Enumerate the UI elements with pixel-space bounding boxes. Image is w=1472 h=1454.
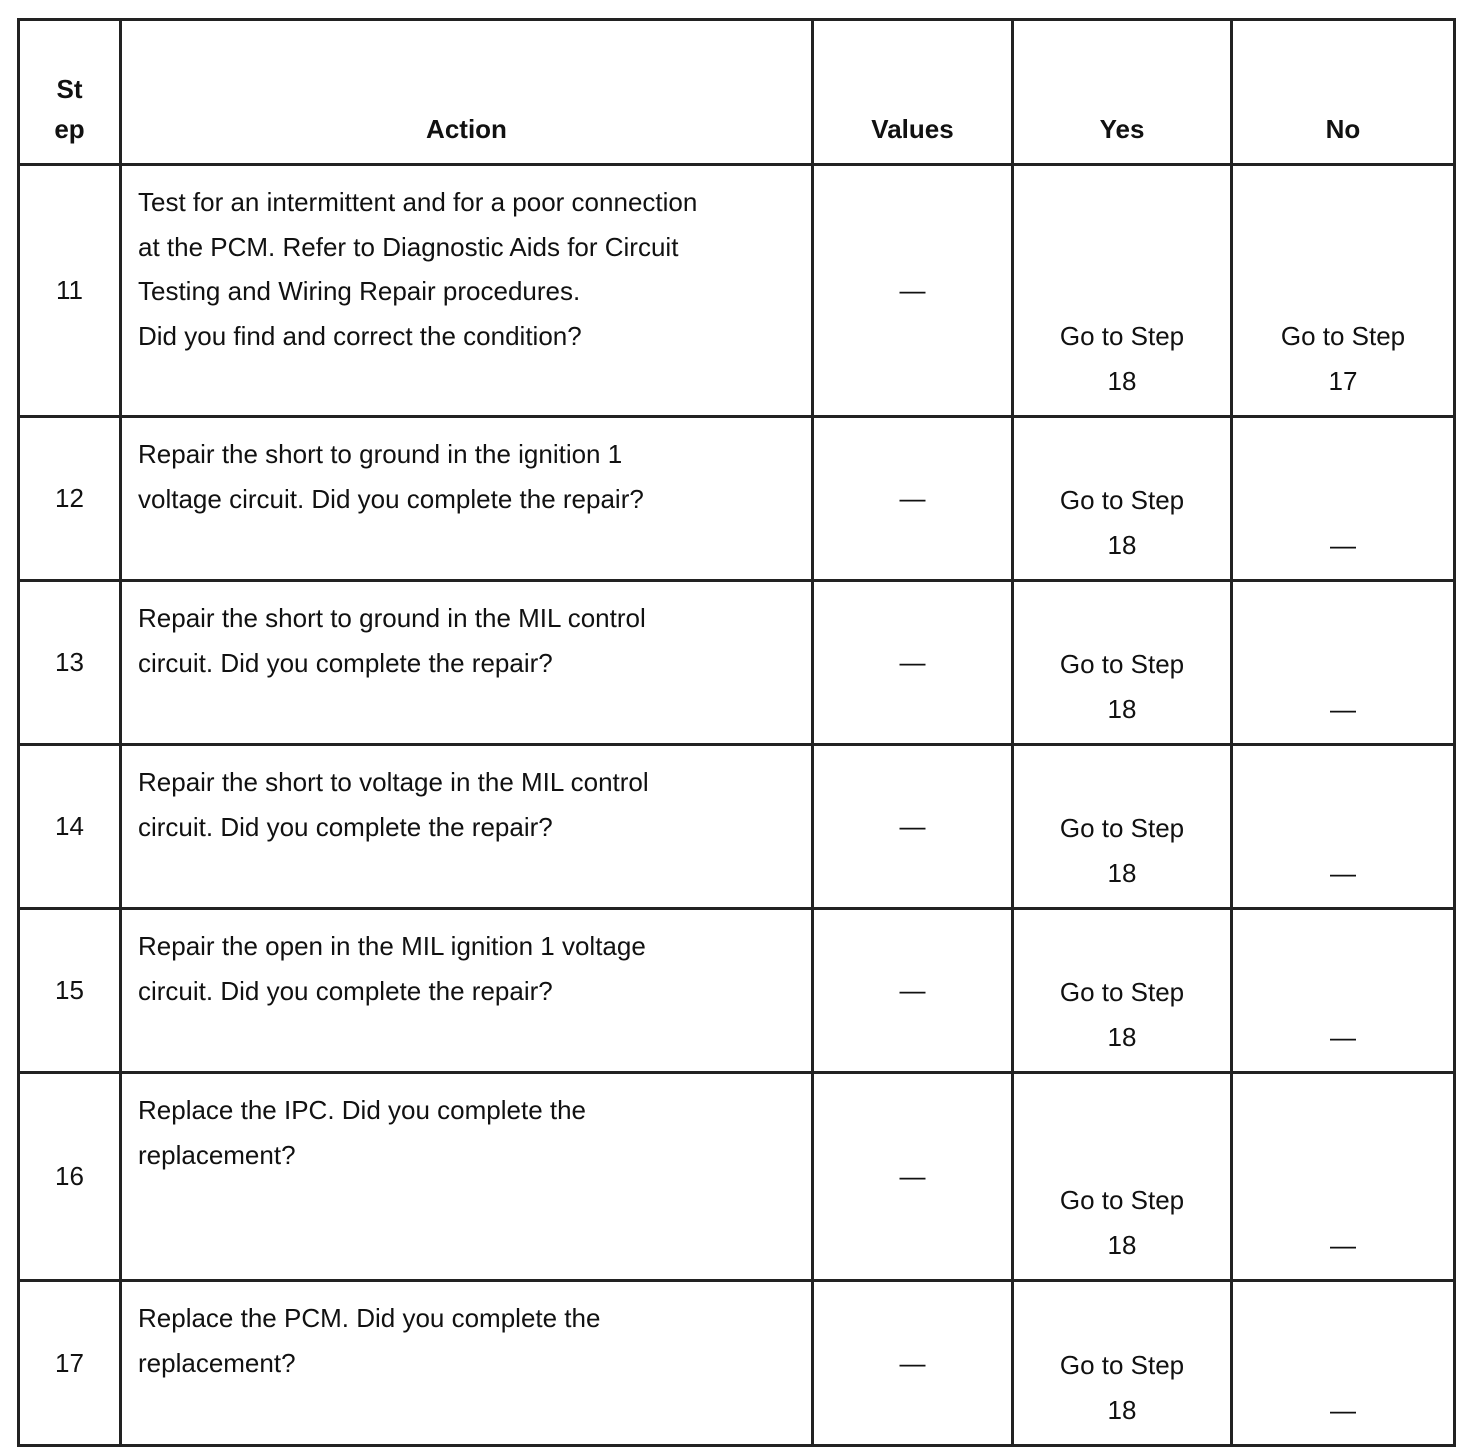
- action-cell: [121, 745, 813, 909]
- values-cell: —: [813, 1073, 1013, 1281]
- yes-goto-step: 18: [1107, 365, 1137, 396]
- yes-goto-label: Go to Step: [1059, 813, 1185, 843]
- action-cell: [121, 1073, 813, 1281]
- no-cell: [1232, 909, 1455, 1073]
- action-line: Repair the short to voltage in the MIL control: [138, 767, 649, 797]
- action-line: Replace the IPC. Did you complete the: [138, 1095, 587, 1125]
- action-cell: [121, 909, 813, 1073]
- action-line: at the PCM. Refer to Diagnostic Aids for Circuit: [138, 231, 679, 262]
- header-values: Values: [813, 20, 1013, 165]
- no-value: —: [1330, 1394, 1356, 1425]
- table-row: [19, 165, 1455, 417]
- no-cell: [1232, 1073, 1455, 1281]
- header-step-line1: St: [56, 74, 83, 104]
- yes-cell: [1013, 165, 1232, 417]
- action-line: circuit. Did you complete the repair?: [138, 975, 553, 1006]
- action-line: Repair the short to ground in the ignition 1: [138, 439, 623, 469]
- values-cell: —: [813, 165, 1013, 417]
- yes-cell: [1013, 745, 1232, 909]
- yes-goto-label: Go to Step: [1059, 485, 1185, 515]
- action-cell: [121, 1281, 813, 1446]
- values-cell: —: [813, 909, 1013, 1073]
- no-goto-label: Go to Step: [1280, 321, 1406, 351]
- yes-goto-step: 18: [1107, 857, 1137, 888]
- header-yes: Yes: [1013, 20, 1232, 165]
- step-number: 15: [19, 909, 121, 1073]
- values-cell: —: [813, 417, 1013, 581]
- no-value: —: [1330, 529, 1356, 560]
- table-row: [19, 1281, 1455, 1446]
- no-value: —: [1330, 693, 1356, 724]
- step-number: 11: [19, 165, 121, 417]
- table-row: [19, 745, 1455, 909]
- action-line: circuit. Did you complete the repair?: [138, 647, 553, 678]
- yes-goto-step: 18: [1107, 1229, 1137, 1260]
- no-cell: [1232, 1281, 1455, 1446]
- action-cell: [121, 165, 813, 417]
- table-row: [19, 581, 1455, 745]
- action-line: Repair the short to ground in the MIL control: [138, 603, 646, 633]
- table-row: [19, 417, 1455, 581]
- diagnostic-table: [17, 18, 1456, 1447]
- action-cell: [121, 581, 813, 745]
- action-line: Replace the PCM. Did you complete the: [138, 1303, 601, 1333]
- action-line: Repair the open in the MIL ignition 1 voltage: [138, 931, 646, 961]
- action-cell: [121, 417, 813, 581]
- yes-goto-label: Go to Step: [1059, 649, 1185, 679]
- no-cell: [1232, 165, 1455, 417]
- step-number: 14: [19, 745, 121, 909]
- no-value: —: [1330, 1021, 1356, 1052]
- table-row: [19, 909, 1455, 1073]
- values-cell: —: [813, 1281, 1013, 1446]
- no-cell: [1232, 581, 1455, 745]
- no-value: —: [1330, 857, 1356, 888]
- yes-cell: [1013, 1281, 1232, 1446]
- values-cell: —: [813, 745, 1013, 909]
- values-cell: —: [813, 581, 1013, 745]
- yes-goto-step: 18: [1107, 693, 1137, 724]
- header-step-line2: ep: [54, 114, 85, 144]
- yes-cell: [1013, 417, 1232, 581]
- yes-goto-label: Go to Step: [1059, 1350, 1185, 1380]
- yes-goto-label: Go to Step: [1059, 321, 1185, 351]
- action-line: Testing and Wiring Repair procedures.: [138, 276, 581, 306]
- yes-goto-step: 18: [1107, 529, 1137, 560]
- action-line: replacement?: [138, 1139, 296, 1170]
- action-line: circuit. Did you complete the repair?: [138, 811, 553, 842]
- header-row: [19, 20, 1455, 165]
- action-line: voltage circuit. Did you complete the repair?: [138, 483, 644, 514]
- no-value: —: [1330, 1229, 1356, 1260]
- yes-cell: [1013, 909, 1232, 1073]
- no-cell: [1232, 417, 1455, 581]
- step-number: 17: [19, 1281, 121, 1446]
- yes-cell: [1013, 581, 1232, 745]
- yes-goto-label: Go to Step: [1059, 1185, 1185, 1215]
- yes-goto-step: 18: [1107, 1394, 1137, 1425]
- action-line: Did you find and correct the condition?: [138, 320, 582, 351]
- table-row: [19, 1073, 1455, 1281]
- action-line: Test for an intermittent and for a poor connection: [138, 187, 698, 217]
- yes-goto-label: Go to Step: [1059, 977, 1185, 1007]
- no-cell: [1232, 745, 1455, 909]
- step-number: 16: [19, 1073, 121, 1281]
- yes-cell: [1013, 1073, 1232, 1281]
- action-line: replacement?: [138, 1347, 296, 1378]
- header-step: [19, 20, 121, 165]
- step-number: 12: [19, 417, 121, 581]
- header-no: No: [1232, 20, 1455, 165]
- no-goto-step: 17: [1328, 365, 1358, 396]
- yes-goto-step: 18: [1107, 1021, 1137, 1052]
- header-action: Action: [121, 20, 813, 165]
- step-number: 13: [19, 581, 121, 745]
